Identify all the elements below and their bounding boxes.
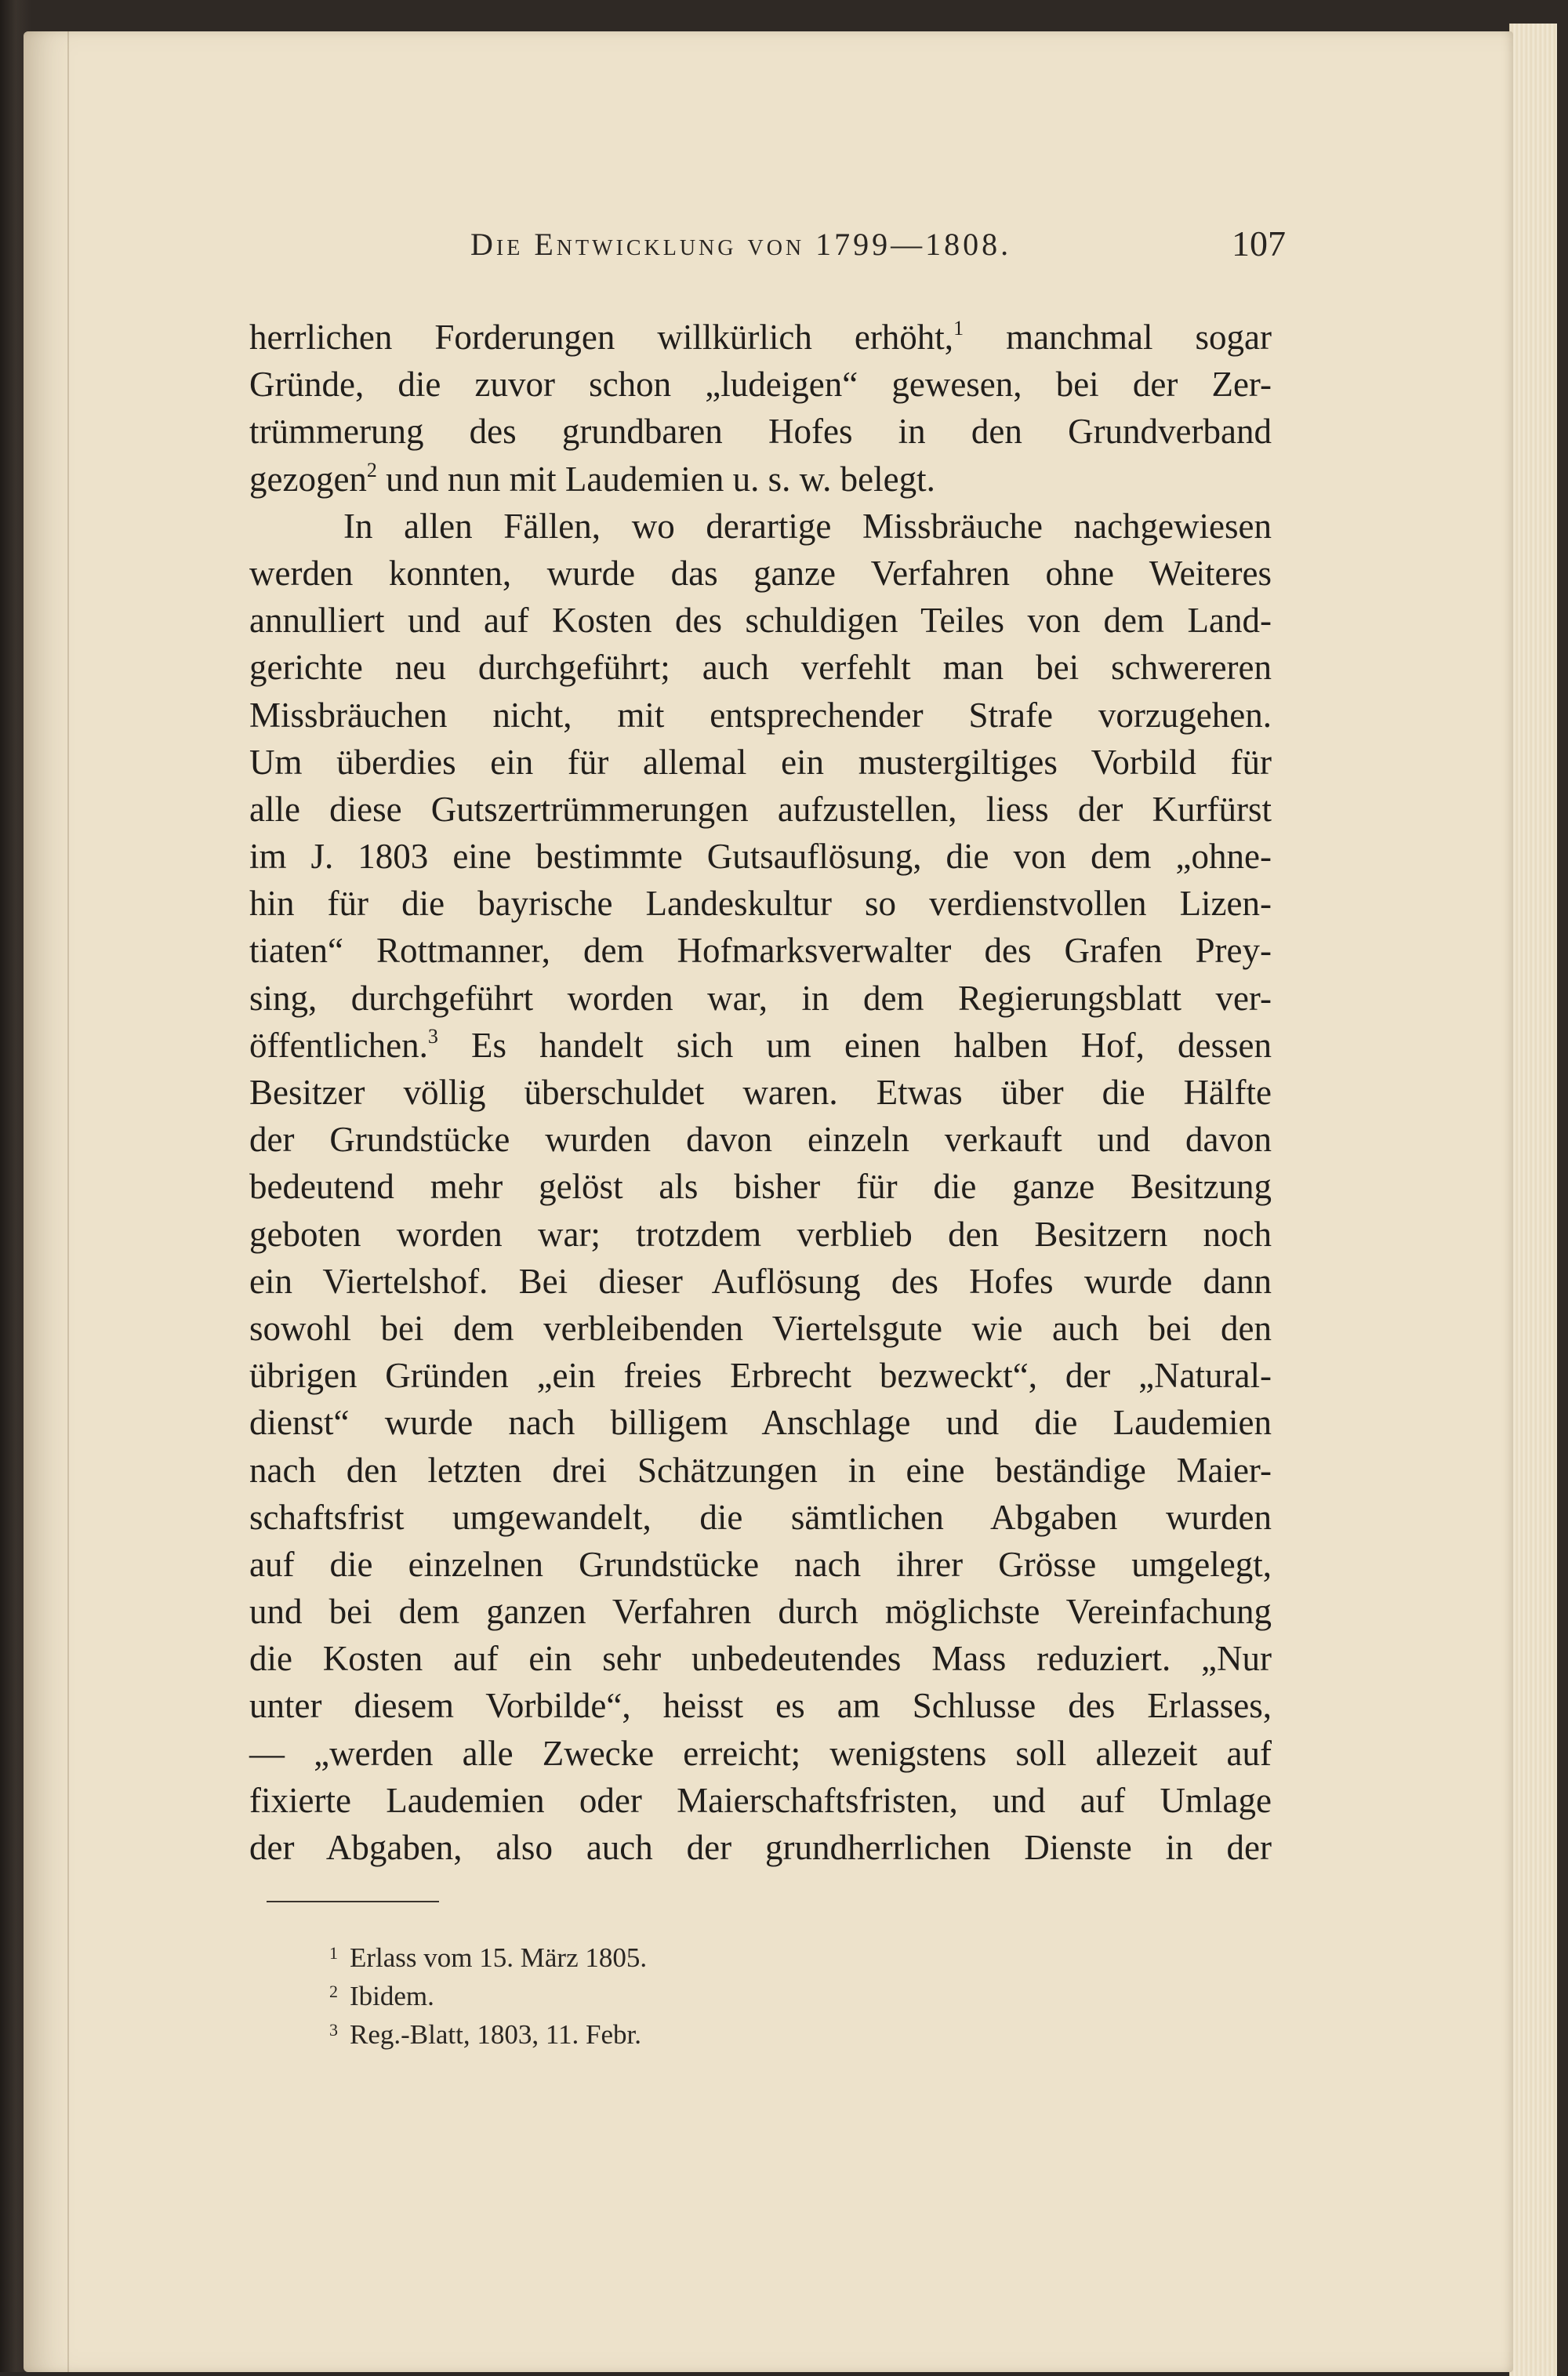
text-line: herrlichen Forderungen willkürlich erhöht,$^1$ manchmal sogar: [249, 317, 1272, 357]
text-line: Um überdies ein für allemal ein mustergiltiges Vorbild für: [249, 742, 1272, 782]
footnotes: [329, 1938, 977, 2054]
text-line: öffentlichen.$^3$ Es handelt sich um einen halben Hof, dessen: [249, 1024, 1272, 1065]
text-line: In allen Fällen, wo derartige Missbräuche nachgewiesen: [343, 506, 1272, 546]
footnote-1: [329, 1938, 977, 1977]
text-line: geboten worden war; trotzdem verblieb den Besitzern noch: [249, 1214, 1272, 1254]
text-line: sowohl bei dem verbleibenden Viertelsgute wie auch bei den: [249, 1308, 1272, 1348]
text-line: bedeutend mehr gelöst als bisher für die ganze Besitzung: [249, 1167, 1272, 1207]
text-line: sing, durchgeführt worden war, in dem Regierungsblatt ver-: [249, 978, 1272, 1018]
footnote-text: Ibidem.: [350, 1981, 434, 2011]
text-line: hin für die bayrische Landeskultur so verdienstvollen Lizen-: [249, 884, 1272, 924]
footnote-rule: [267, 1901, 439, 1902]
text-line: Besitzer völlig überschuldet waren. Etwas über die Hälfte: [249, 1073, 1272, 1112]
text-line: auf die einzelnen Grundstücke nach ihrer Grösse umgelegt,: [249, 1544, 1272, 1584]
text-line: ein Viertelshof. Bei dieser Auflösung des Hofes wurde dann: [249, 1261, 1272, 1301]
text-line: gerichte neu durchgeführt; auch verfehlt man bei schwereren: [249, 648, 1272, 688]
footnote-number: 2: [329, 1982, 338, 2001]
gutter-fold: [67, 31, 69, 2372]
text-line: fixierte Laudemien oder Maierschaftsfristen, und auf Umlage: [249, 1780, 1272, 1820]
text-line: im J. 1803 eine bestimmte Gutsauflösung, die von dem „ohne-: [249, 837, 1272, 877]
text-line: unter diesem Vorbilde“, heisst es am Schlusse des Erlasses,: [249, 1686, 1272, 1726]
text-line: der Grundstücke wurden davon einzeln verkauft und davon: [249, 1120, 1272, 1160]
text-line: und bei dem ganzen Verfahren durch möglichste Vereinfachung: [249, 1592, 1272, 1632]
footnote-3: [329, 2015, 977, 2054]
page-header: [470, 223, 1286, 273]
text-line: Gründe, die zuvor schon „ludeigen“ gewesen, bei der Zer-: [249, 365, 1272, 405]
running-head: Die Entwicklung von 1799—1808.: [470, 227, 1012, 262]
text-line: nach den letzten drei Schätzungen in eine beständige Maier-: [249, 1450, 1272, 1490]
text-line: annulliert und auf Kosten des schuldigen Teiles von dem Land-: [249, 601, 1272, 641]
text-line: werden konnten, wurde das ganze Verfahren ohne Weiteres: [249, 553, 1272, 593]
footnote-2: [329, 1977, 977, 2015]
page-edge-stack: [1509, 24, 1557, 2376]
text-line: tiaten“ Rottmanner, dem Hofmarksverwalter des Grafen Prey-: [249, 931, 1272, 971]
text-line: alle diese Gutszertrümmerungen aufzustellen, liess der Kurfürst: [249, 789, 1272, 829]
footnote-ref: 2: [366, 458, 377, 481]
text-line: Missbräuchen nicht, mit entsprechender Strafe vorzugehen.: [249, 695, 1272, 735]
body-text: [249, 314, 1272, 1871]
footnote-ref: 1: [953, 317, 964, 340]
text-line: der Abgaben, also auch der grundherrlichen Dienste in der: [249, 1828, 1272, 1867]
text-line: dienst“ wurde nach billigem Anschlage und die Laudemien: [249, 1403, 1272, 1443]
footnote-text: Erlass vom 15. März 1805.: [350, 1942, 648, 1973]
text-line: übrigen Gründen „ein freies Erbrecht bezweckt“, der „Natural-: [249, 1356, 1272, 1396]
text-line: gezogen$^2$ und nun mit Laudemien u. s. w. belegt.: [249, 458, 935, 499]
text-line: die Kosten auf ein sehr unbedeutendes Mass reduziert. „Nur: [249, 1639, 1272, 1679]
text-line: schaftsfrist umgewandelt, die sämtlichen Abgaben wurden: [249, 1497, 1272, 1537]
footnote-ref: 3: [427, 1024, 438, 1048]
text-line: trümmerung des grundbaren Hofes in den Grundverband: [249, 412, 1272, 452]
text-line: — „werden alle Zwecke erreicht; wenigstens soll allezeit auf: [249, 1733, 1272, 1773]
page-number: 107: [1232, 223, 1286, 263]
footnote-text: Reg.-Blatt, 1803, 11. Febr.: [350, 2019, 642, 2050]
footnote-number: 1: [329, 1943, 338, 1963]
footnote-number: 3: [329, 2020, 338, 2040]
